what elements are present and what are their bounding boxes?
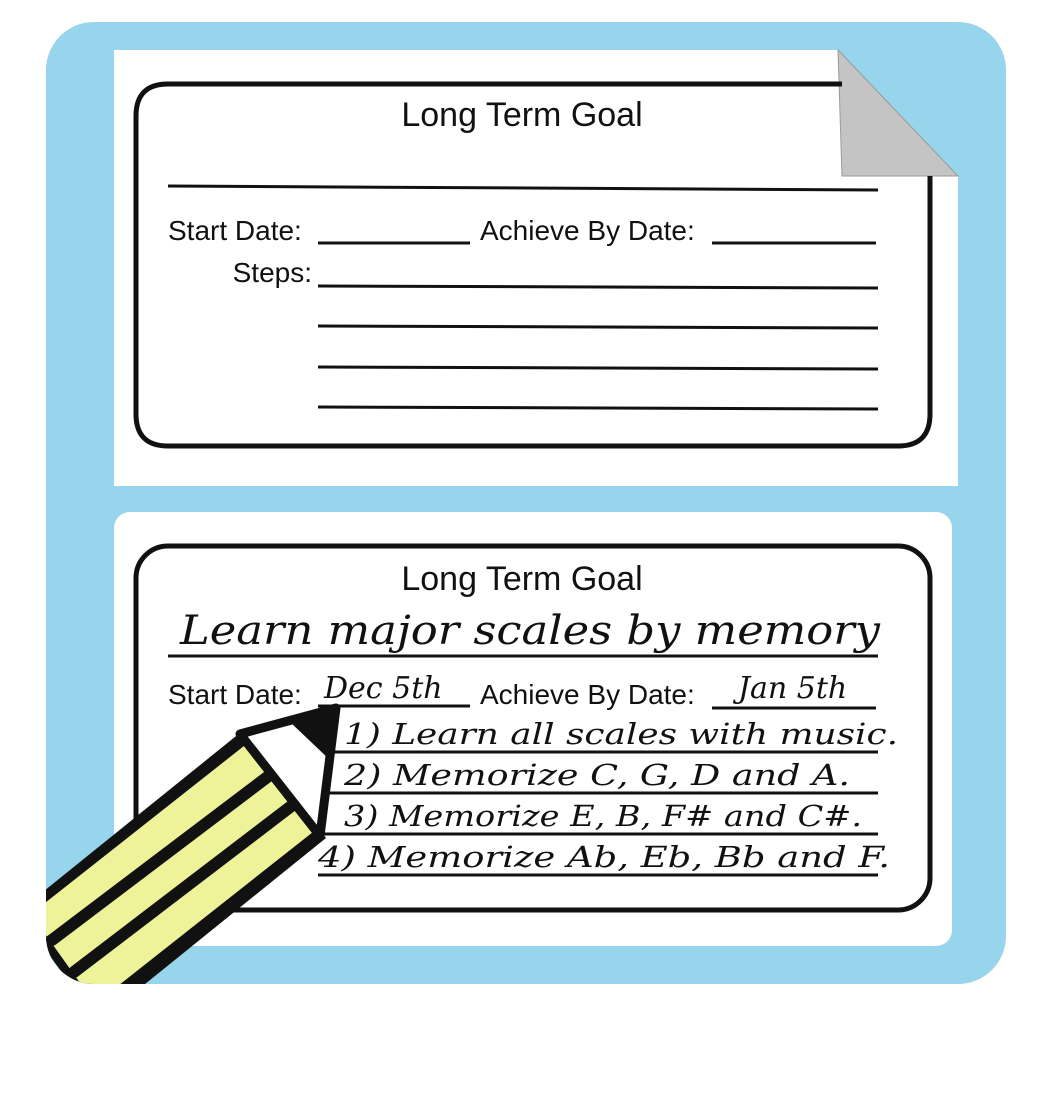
blank-card-title: Long Term Goal xyxy=(401,96,643,134)
blank-start-date-label: Start Date: xyxy=(168,215,302,246)
blank-step-line[interactable] xyxy=(318,326,878,328)
start-date-value[interactable]: Dec 5th xyxy=(324,671,443,706)
achieve-date-label: Achieve By Date: xyxy=(480,679,695,710)
goal-handwriting[interactable]: Learn major scales by memory xyxy=(178,608,882,654)
blank-steps-label: Steps: xyxy=(232,257,312,288)
step-1-text[interactable]: 1) Learn all scales with music. xyxy=(344,717,898,751)
step-4-text[interactable]: 4) Memorize Ab, Eb, Bb and F. xyxy=(316,840,890,874)
step-2-text[interactable]: 2) Memorize C, G, D and A. xyxy=(342,758,850,792)
filled-card-title: Long Term Goal xyxy=(401,560,643,598)
blank-step-line[interactable] xyxy=(318,286,878,288)
step-3-text[interactable]: 3) Memorize E, B, F# and C#. xyxy=(344,799,862,833)
blank-achieve-date-label: Achieve By Date: xyxy=(480,215,695,246)
blank-step-line[interactable] xyxy=(318,367,878,369)
start-date-label: Start Date: xyxy=(168,679,302,710)
blank-goal-sticker xyxy=(114,50,958,486)
achieve-date-value[interactable]: Jan 5th xyxy=(738,671,848,706)
blank-step-line[interactable] xyxy=(318,407,878,409)
